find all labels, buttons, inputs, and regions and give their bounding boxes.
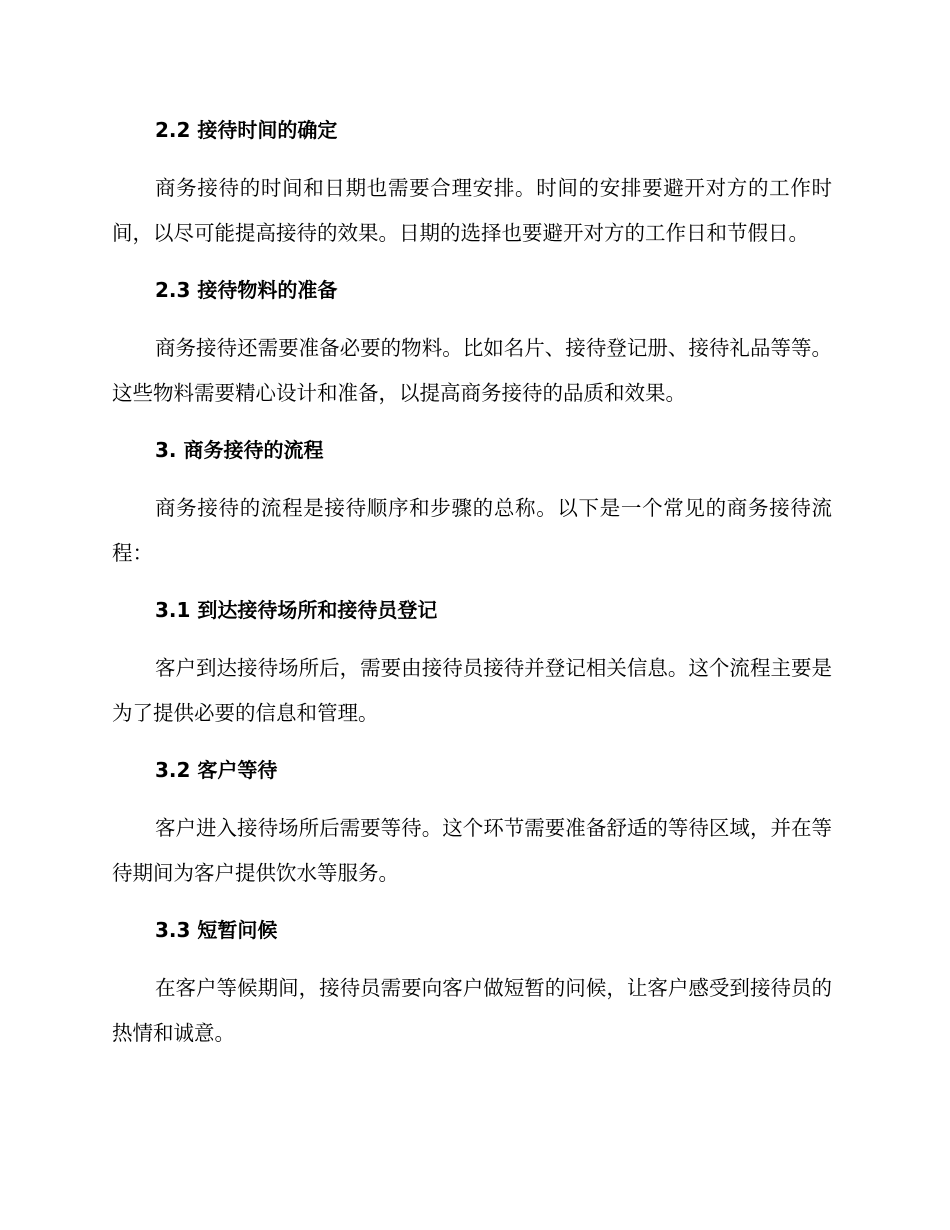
section-heading-2-3: 2.3 接待物料的准备 bbox=[155, 278, 338, 302]
section-paragraph-3: 商务接待的流程是接待顺序和步骤的总称。以下是一个常见的商务接待流程： bbox=[112, 496, 832, 565]
section-paragraph-3-3: 在客户等候期间，接待员需要向客户做短暂的问候，让客户感受到接待员的热情和诚意。 bbox=[112, 976, 832, 1045]
section-paragraph-2-3: 商务接待还需要准备必要的物料。比如名片、接待登记册、接待礼品等等。这些物料需要精心设计和准备，以提高商务接待的品质和效果。 bbox=[112, 336, 832, 405]
section-paragraph-3-2: 客户进入接待场所后需要等待。这个环节需要准备舒适的等待区域，并在等待期间为客户提供饮水等服务。 bbox=[112, 816, 832, 885]
document-body bbox=[112, 110, 832, 1070]
section-heading-3-1: 3.1 到达接待场所和接待员登记 bbox=[155, 598, 438, 622]
section-heading-3-3: 3.3 短暂问候 bbox=[155, 918, 278, 942]
section-paragraph-3-1: 客户到达接待场所后，需要由接待员接待并登记相关信息。这个流程主要是为了提供必要的信息和管理。 bbox=[112, 656, 832, 725]
section-heading-3-2: 3.2 客户等待 bbox=[155, 758, 278, 782]
section-heading-2-2: 2.2 接待时间的确定 bbox=[155, 118, 338, 142]
section-paragraph-2-2: 商务接待的时间和日期也需要合理安排。时间的安排要避开对方的工作时间，以尽可能提高接待的效果。日期的选择也要避开对方的工作日和节假日。 bbox=[112, 176, 832, 245]
section-heading-3: 3. 商务接待的流程 bbox=[155, 438, 324, 462]
